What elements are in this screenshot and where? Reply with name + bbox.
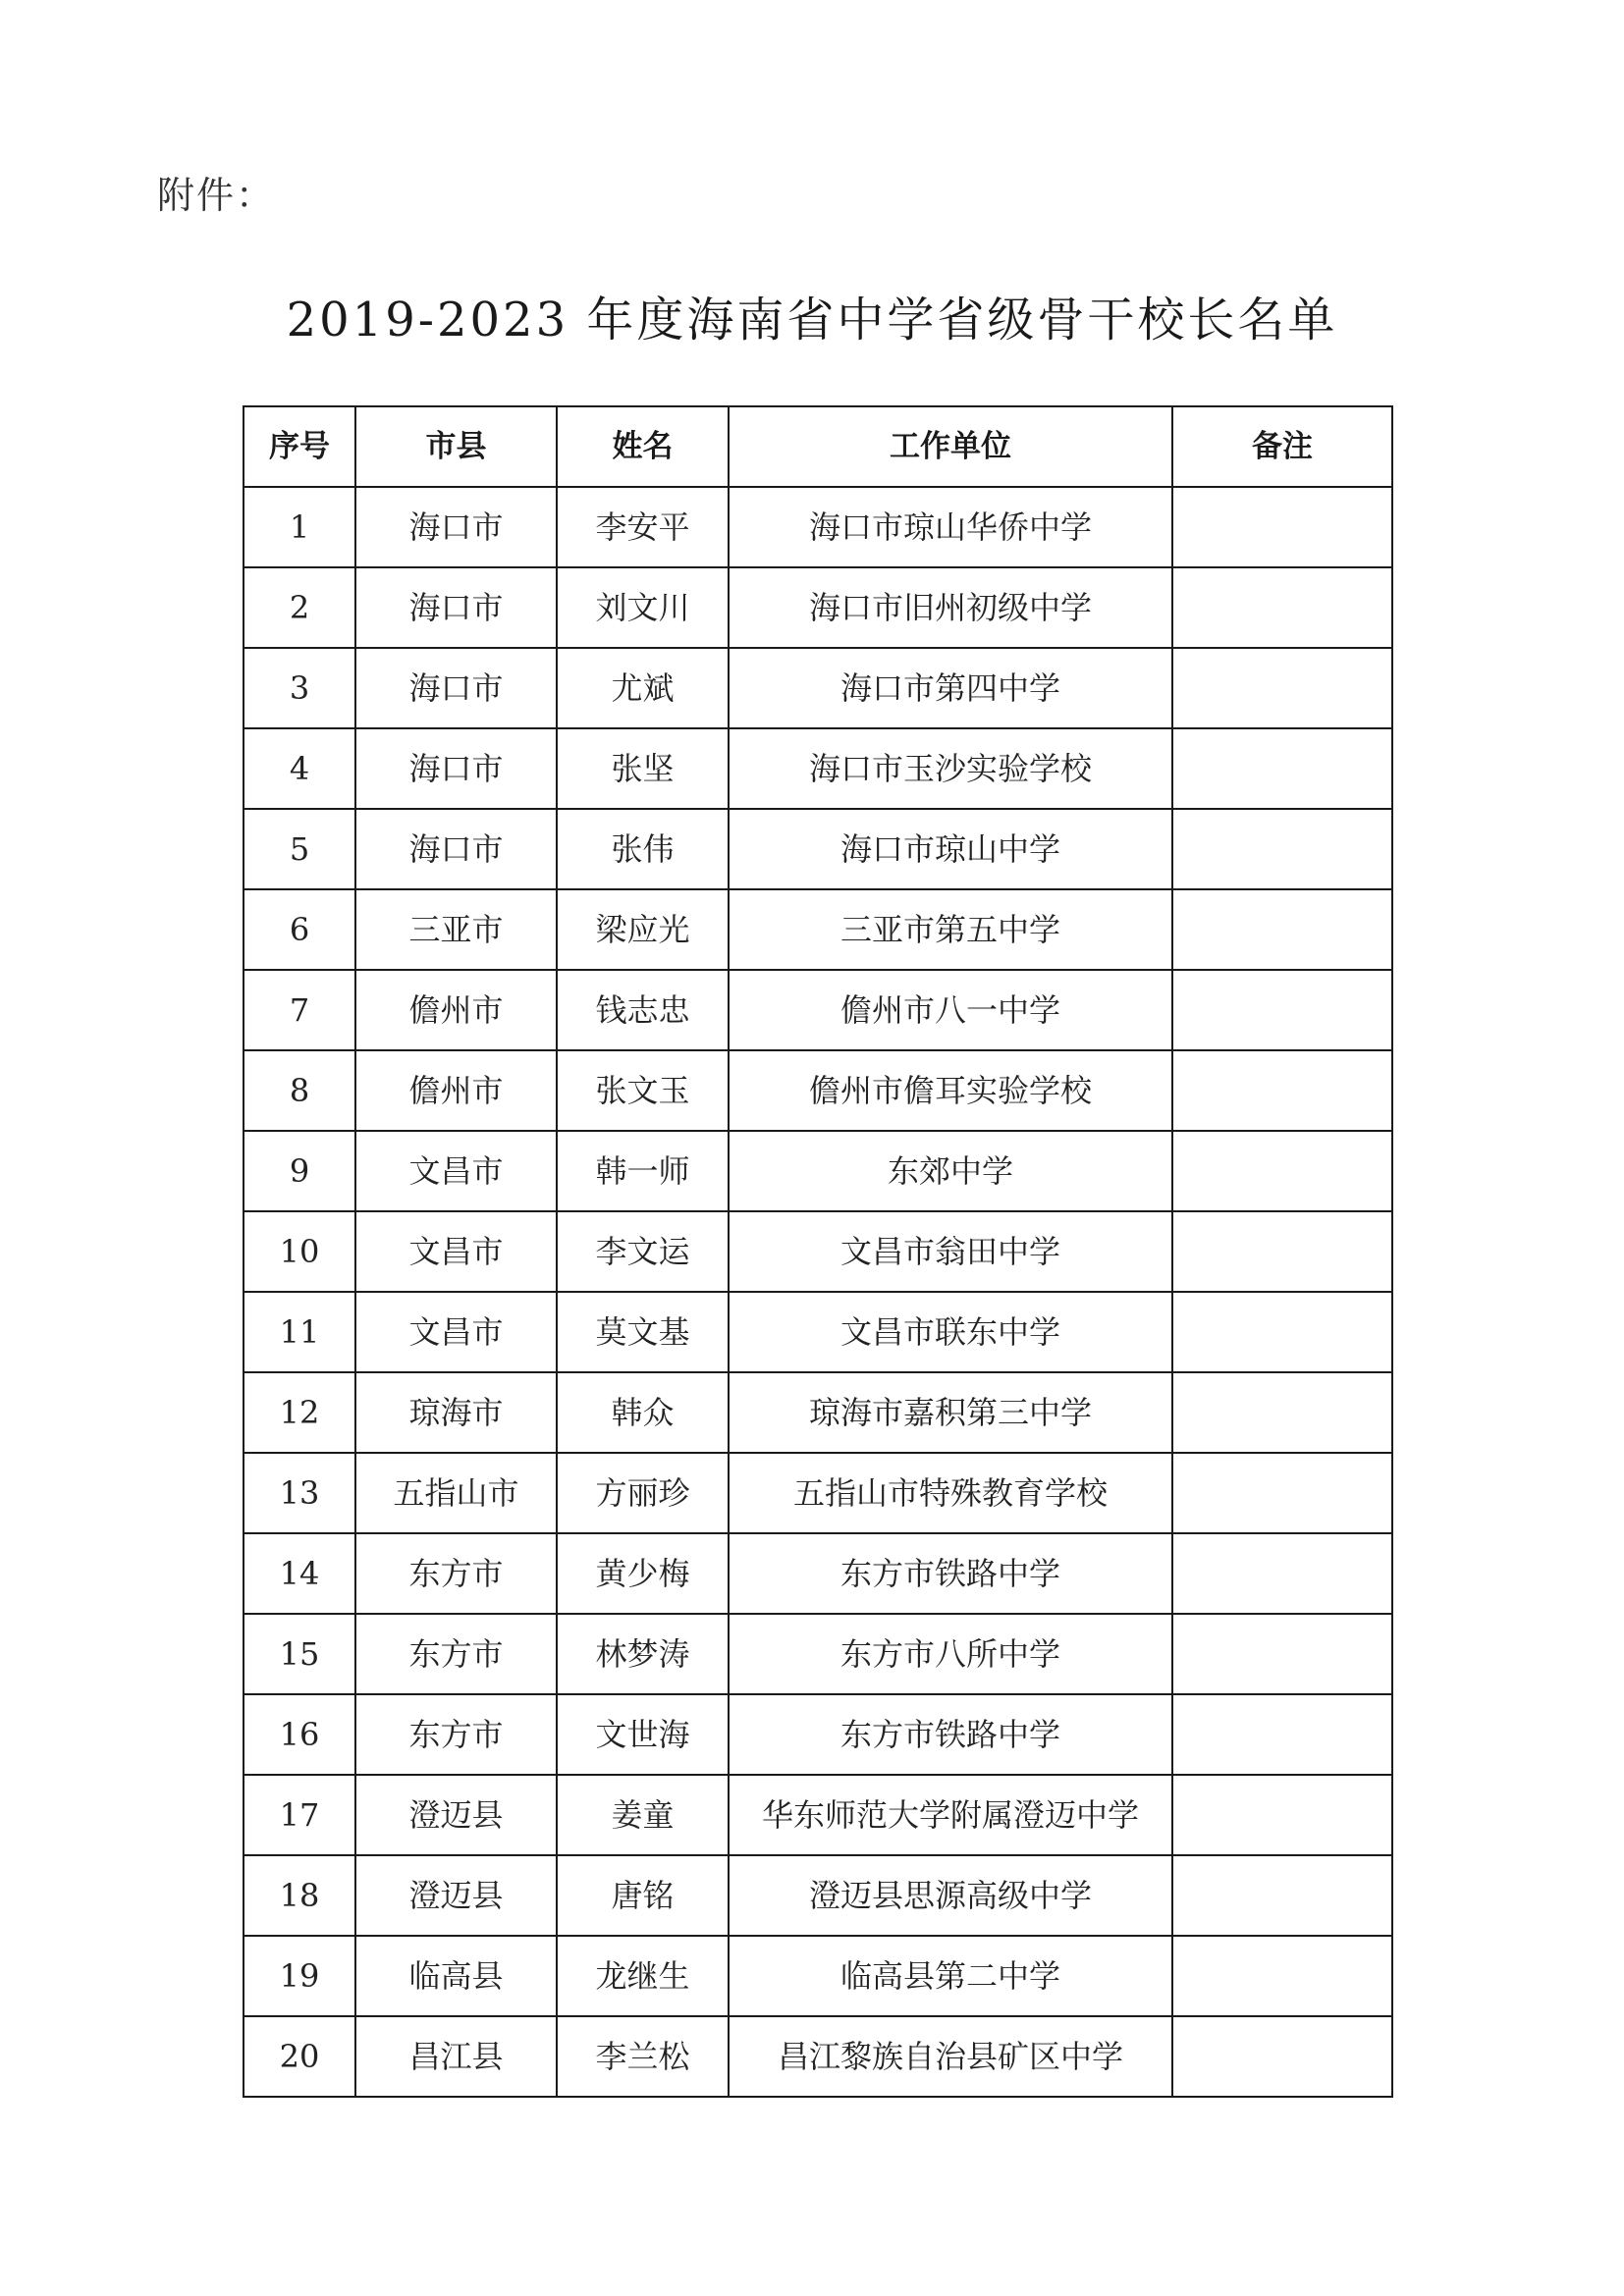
cell-name: 林梦涛 xyxy=(557,1614,729,1694)
cell-city: 文昌市 xyxy=(355,1131,557,1211)
cell-unit: 海口市琼山华侨中学 xyxy=(729,487,1172,567)
table-row xyxy=(244,1292,1392,1372)
cell-unit: 三亚市第五中学 xyxy=(729,889,1172,970)
table-body xyxy=(244,487,1392,2097)
table-row xyxy=(244,1533,1392,1614)
cell-unit: 海口市旧州初级中学 xyxy=(729,567,1172,648)
cell-note xyxy=(1172,1533,1392,1614)
cell-unit: 东方市铁路中学 xyxy=(729,1694,1172,1775)
cell-unit: 东方市铁路中学 xyxy=(729,1533,1172,1614)
table-header xyxy=(244,406,1392,487)
cell-name: 黄少梅 xyxy=(557,1533,729,1614)
cell-unit: 文昌市联东中学 xyxy=(729,1292,1172,1372)
cell-note xyxy=(1172,809,1392,889)
principal-roster-table xyxy=(243,405,1393,2098)
cell-name: 龙继生 xyxy=(557,1936,729,2016)
cell-name: 刘文川 xyxy=(557,567,729,648)
cell-unit: 华东师范大学附属澄迈中学 xyxy=(729,1775,1172,1855)
table-row xyxy=(244,648,1392,728)
cell-name: 张文玉 xyxy=(557,1050,729,1131)
cell-unit: 东郊中学 xyxy=(729,1131,1172,1211)
cell-unit: 儋州市儋耳实验学校 xyxy=(729,1050,1172,1131)
cell-note xyxy=(1172,1050,1392,1131)
cell-name: 韩一师 xyxy=(557,1131,729,1211)
cell-city: 文昌市 xyxy=(355,1292,557,1372)
table-row xyxy=(244,970,1392,1050)
table-row xyxy=(244,487,1392,567)
cell-unit: 儋州市八一中学 xyxy=(729,970,1172,1050)
cell-unit: 海口市第四中学 xyxy=(729,648,1172,728)
cell-name: 钱志忠 xyxy=(557,970,729,1050)
cell-city: 文昌市 xyxy=(355,1211,557,1292)
cell-city: 海口市 xyxy=(355,728,557,809)
table-row xyxy=(244,1936,1392,2016)
cell-note xyxy=(1172,1453,1392,1533)
cell-note xyxy=(1172,567,1392,648)
cell-unit: 文昌市翁田中学 xyxy=(729,1211,1172,1292)
header-row xyxy=(244,406,1392,487)
header-name: 姓名 xyxy=(557,406,729,487)
cell-seq: 3 xyxy=(244,648,355,728)
cell-unit: 昌江黎族自治县矿区中学 xyxy=(729,2016,1172,2097)
table-row xyxy=(244,1614,1392,1694)
cell-city: 海口市 xyxy=(355,648,557,728)
cell-city: 昌江县 xyxy=(355,2016,557,2097)
table-row xyxy=(244,1211,1392,1292)
cell-unit: 临高县第二中学 xyxy=(729,1936,1172,2016)
attachment-label: 附件： xyxy=(157,174,276,217)
cell-seq: 2 xyxy=(244,567,355,648)
cell-name: 张伟 xyxy=(557,809,729,889)
cell-name: 李文运 xyxy=(557,1211,729,1292)
cell-seq: 20 xyxy=(244,2016,355,2097)
cell-seq: 12 xyxy=(244,1372,355,1453)
cell-name: 莫文基 xyxy=(557,1292,729,1372)
header-seq: 序号 xyxy=(244,406,355,487)
cell-seq: 13 xyxy=(244,1453,355,1533)
cell-city: 临高县 xyxy=(355,1936,557,2016)
cell-seq: 5 xyxy=(244,809,355,889)
table-row xyxy=(244,1131,1392,1211)
cell-unit: 澄迈县思源高级中学 xyxy=(729,1855,1172,1936)
cell-seq: 4 xyxy=(244,728,355,809)
header-unit: 工作单位 xyxy=(729,406,1172,487)
cell-seq: 18 xyxy=(244,1855,355,1936)
table-row xyxy=(244,1050,1392,1131)
header-note: 备注 xyxy=(1172,406,1392,487)
cell-note xyxy=(1172,1292,1392,1372)
cell-city: 儋州市 xyxy=(355,970,557,1050)
cell-note xyxy=(1172,648,1392,728)
cell-note xyxy=(1172,1855,1392,1936)
table-row xyxy=(244,1855,1392,1936)
cell-city: 东方市 xyxy=(355,1694,557,1775)
cell-name: 韩众 xyxy=(557,1372,729,1453)
cell-name: 梁应光 xyxy=(557,889,729,970)
cell-seq: 15 xyxy=(244,1614,355,1694)
cell-seq: 8 xyxy=(244,1050,355,1131)
cell-seq: 6 xyxy=(244,889,355,970)
cell-city: 琼海市 xyxy=(355,1372,557,1453)
cell-city: 东方市 xyxy=(355,1533,557,1614)
cell-seq: 16 xyxy=(244,1694,355,1775)
cell-unit: 海口市琼山中学 xyxy=(729,809,1172,889)
cell-seq: 17 xyxy=(244,1775,355,1855)
cell-city: 三亚市 xyxy=(355,889,557,970)
cell-name: 文世海 xyxy=(557,1694,729,1775)
table-row xyxy=(244,809,1392,889)
cell-city: 五指山市 xyxy=(355,1453,557,1533)
cell-note xyxy=(1172,1211,1392,1292)
document-title: 2019-2023 年度海南省中学省级骨干校长名单 xyxy=(286,293,1338,347)
cell-seq: 19 xyxy=(244,1936,355,2016)
cell-city: 儋州市 xyxy=(355,1050,557,1131)
cell-note xyxy=(1172,1614,1392,1694)
table-row xyxy=(244,728,1392,809)
cell-seq: 1 xyxy=(244,487,355,567)
cell-unit: 五指山市特殊教育学校 xyxy=(729,1453,1172,1533)
table-row xyxy=(244,1775,1392,1855)
table-row xyxy=(244,1453,1392,1533)
cell-city: 东方市 xyxy=(355,1614,557,1694)
cell-note xyxy=(1172,487,1392,567)
cell-name: 姜童 xyxy=(557,1775,729,1855)
table-row xyxy=(244,1694,1392,1775)
cell-name: 李兰松 xyxy=(557,2016,729,2097)
cell-note xyxy=(1172,889,1392,970)
cell-name: 尤斌 xyxy=(557,648,729,728)
cell-city: 海口市 xyxy=(355,567,557,648)
cell-seq: 7 xyxy=(244,970,355,1050)
cell-note xyxy=(1172,1775,1392,1855)
cell-name: 唐铭 xyxy=(557,1855,729,1936)
cell-unit: 东方市八所中学 xyxy=(729,1614,1172,1694)
cell-note xyxy=(1172,970,1392,1050)
cell-note xyxy=(1172,2016,1392,2097)
cell-city: 澄迈县 xyxy=(355,1855,557,1936)
table-row xyxy=(244,2016,1392,2097)
table-row xyxy=(244,889,1392,970)
cell-seq: 11 xyxy=(244,1292,355,1372)
cell-seq: 14 xyxy=(244,1533,355,1614)
cell-seq: 10 xyxy=(244,1211,355,1292)
cell-name: 张坚 xyxy=(557,728,729,809)
table-row xyxy=(244,567,1392,648)
cell-name: 李安平 xyxy=(557,487,729,567)
cell-city: 海口市 xyxy=(355,487,557,567)
table-row xyxy=(244,1372,1392,1453)
cell-note xyxy=(1172,728,1392,809)
cell-note xyxy=(1172,1936,1392,2016)
cell-note xyxy=(1172,1372,1392,1453)
cell-unit: 琼海市嘉积第三中学 xyxy=(729,1372,1172,1453)
cell-city: 海口市 xyxy=(355,809,557,889)
cell-unit: 海口市玉沙实验学校 xyxy=(729,728,1172,809)
cell-note xyxy=(1172,1131,1392,1211)
header-city: 市县 xyxy=(355,406,557,487)
cell-seq: 9 xyxy=(244,1131,355,1211)
cell-city: 澄迈县 xyxy=(355,1775,557,1855)
cell-name: 方丽珍 xyxy=(557,1453,729,1533)
cell-note xyxy=(1172,1694,1392,1775)
